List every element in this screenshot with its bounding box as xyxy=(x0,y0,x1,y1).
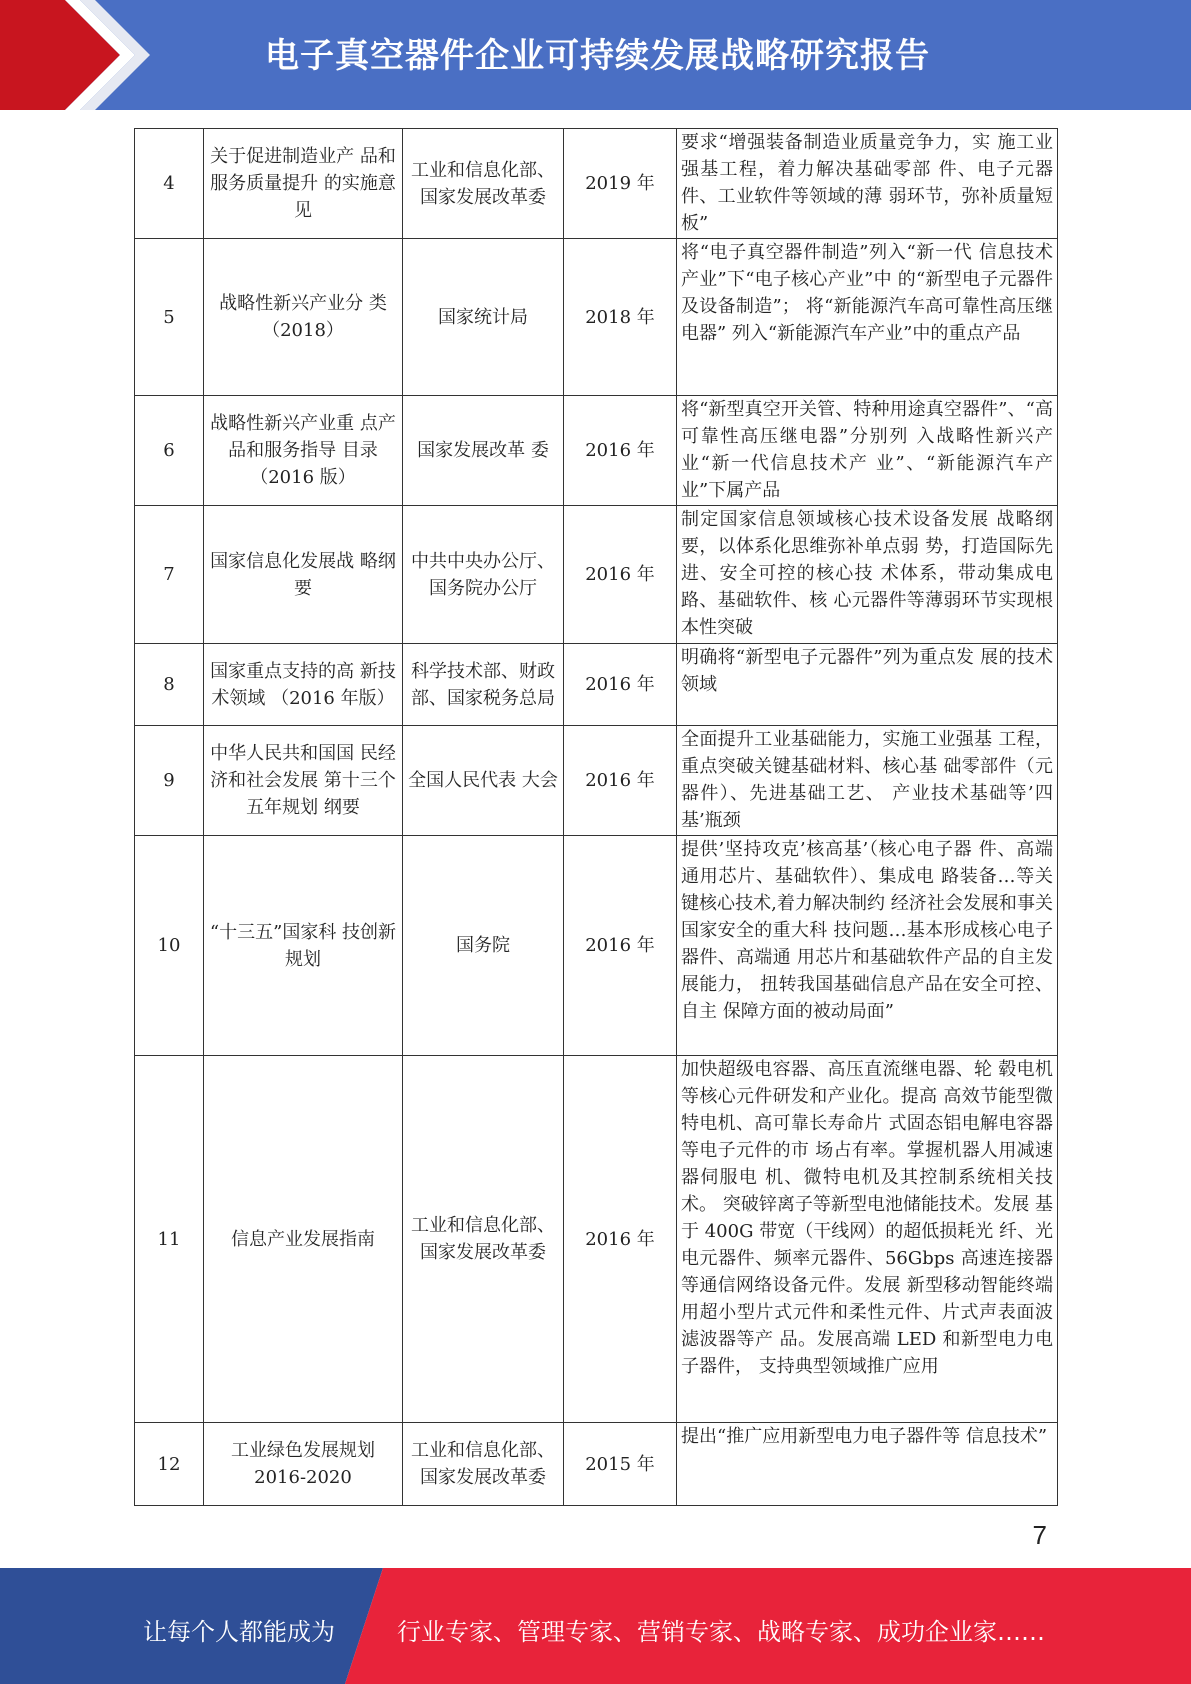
row-number-cell: 9 xyxy=(135,726,204,836)
year-cell: 2016 年 xyxy=(564,396,677,506)
policy-content-cell: 制定国家信息领域核心技术设备发展 战略纲要，以体系化思维弥补单点弱 势，打造国际先进、安全可控的核心技 术体系，带动集成电路、基础软件、核 心元器件等薄弱环节实现根本性突破 xyxy=(677,506,1058,644)
table-row xyxy=(135,1056,1058,1423)
year-cell: 2016 年 xyxy=(564,726,677,836)
policy-content-cell: 将“新型真空开关管、特种用途真空器件”、“高可靠性高压继电器”分别列 入战略性新兴产业“新一代信息技术产 业”、“新能源汽车产业”下属产品 xyxy=(677,396,1058,506)
year-cell: 2018 年 xyxy=(564,239,677,396)
policy-name-cell: 战略性新兴产业分 类（2018） xyxy=(204,239,403,396)
year-cell: 2016 年 xyxy=(564,836,677,1056)
policy-content-cell: 明确将“新型电子元器件”列为重点发 展的技术领域 xyxy=(677,644,1058,726)
policy-name-cell: 信息产业发展指南 xyxy=(204,1056,403,1423)
issuing-department-cell: 国务院 xyxy=(403,836,564,1056)
row-number-cell: 10 xyxy=(135,836,204,1056)
year-cell: 2016 年 xyxy=(564,644,677,726)
issuing-department-cell: 工业和信息化部、国家发展改革委 xyxy=(403,1056,564,1423)
table-row xyxy=(135,1423,1058,1506)
row-number-cell: 12 xyxy=(135,1423,204,1506)
policy-content-cell: 全面提升工业基础能力，实施工业强基 工程，重点突破关键基础材料、核心基 础零部件（元器件）、先进基础工艺、 产业技术基础等’四基’瓶颈 xyxy=(677,726,1058,836)
year-cell: 2015 年 xyxy=(564,1423,677,1506)
policy-content-cell: 提出“推广应用新型电力电子器件等 信息技术” xyxy=(677,1423,1058,1506)
policy-name-cell: 中华人民共和国国 民经济和社会发展 第十三个五年规划 纲要 xyxy=(204,726,403,836)
table-row xyxy=(135,644,1058,726)
issuing-department-cell: 国家发展改革 委 xyxy=(403,396,564,506)
table-row xyxy=(135,506,1058,644)
policy-name-cell: 关于促进制造业产 品和服务质量提升 的实施意见 xyxy=(204,129,403,239)
policy-name-cell: 国家重点支持的高 新技术领域 （2016 年版） xyxy=(204,644,403,726)
table-row xyxy=(135,239,1058,396)
policy-name-cell: 国家信息化发展战 略纲要 xyxy=(204,506,403,644)
row-number-cell: 5 xyxy=(135,239,204,396)
table-row xyxy=(135,726,1058,836)
footer-slogan-left: 让每个人都能成为 xyxy=(143,1618,335,1646)
page-number: 7 xyxy=(1032,1520,1047,1550)
issuing-department-cell: 科学技术部、财政部、国家税务总局 xyxy=(403,644,564,726)
row-number-cell: 4 xyxy=(135,129,204,239)
report-title: 电子真空器件企业可持续发展战略研究报告 xyxy=(265,36,930,76)
footer-slogan-right: 行业专家、管理专家、营销专家、战略专家、成功企业家…… xyxy=(397,1618,1045,1646)
row-number-cell: 7 xyxy=(135,506,204,644)
policy-content-cell: 将“电子真空器件制造”列入“新一代 信息技术产业”下“电子核心产业”中 的“新型电子元器件及设备制造”； 将“新能源汽车高可靠性高压继电器” 列入“新能源汽车产业”中的重点产品 xyxy=(677,239,1058,396)
policy-content-cell: 提供’坚持攻克’核高基’（核心电子器 件、高端通用芯片、基础软件）、集成电 路装备…等关键核心技术,着力解决制约 经济社会发展和事关国家安全的重大科 技问题…基本形成核心电子器件、高端通 用芯片和基础软件产品的自主发展能力， 扭转我国基础信息产品在安全可控、自主 保障方面的被动局面” xyxy=(677,836,1058,1056)
policy-content-cell: 加快超级电容器、高压直流继电器、轮 毂电机等核心元件研发和产业化。提高 高效节能型微特电机、高可靠长寿命片 式固态铝电解电容器等电子元件的市 场占有率。掌握机器人用减速器伺服电 机、微特电机及其控制系统相关技术。 突破锌离子等新型电池储能技术。发展 基于 400G 带宽（干线网）的超低损耗光 纤、光电元器件、频率元器件、56Gbps 高速连接器等通信网络设备元件。发展 新型移动智能终端用超小型片式元件和柔性元件、片式声表面波滤波器等产 品。发展高端 LED 和新型电力电子器件， 支持典型领域推广应用 xyxy=(677,1056,1058,1423)
issuing-department-cell: 全国人民代表 大会 xyxy=(403,726,564,836)
table-row xyxy=(135,129,1058,239)
year-cell: 2019 年 xyxy=(564,129,677,239)
table-row xyxy=(135,396,1058,506)
policy-content-cell: 要求“增强装备制造业质量竞争力，实 施工业强基工程，着力解决基础零部 件、电子元器件、工业软件等领域的薄 弱环节，弥补质量短板” xyxy=(677,129,1058,239)
page-footer xyxy=(0,1568,1191,1684)
row-number-cell: 8 xyxy=(135,644,204,726)
year-cell: 2016 年 xyxy=(564,1056,677,1423)
row-number-cell: 11 xyxy=(135,1056,204,1423)
issuing-department-cell: 工业和信息化部、国家发展改革委 xyxy=(403,129,564,239)
year-cell: 2016 年 xyxy=(564,506,677,644)
policy-table xyxy=(134,128,1058,1506)
policy-name-cell: “十三五”国家科 技创新规划 xyxy=(204,836,403,1056)
table-row xyxy=(135,836,1058,1056)
issuing-department-cell: 中共中央办公厅、国务院办公厅 xyxy=(403,506,564,644)
policy-name-cell: 工业绿色发展规划 2016-2020 xyxy=(204,1423,403,1506)
issuing-department-cell: 工业和信息化部、国家发展改革委 xyxy=(403,1423,564,1506)
row-number-cell: 6 xyxy=(135,396,204,506)
issuing-department-cell: 国家统计局 xyxy=(403,239,564,396)
page-header xyxy=(0,0,1191,110)
policy-name-cell: 战略性新兴产业重 点产品和服务指导 目录（2016 版） xyxy=(204,396,403,506)
